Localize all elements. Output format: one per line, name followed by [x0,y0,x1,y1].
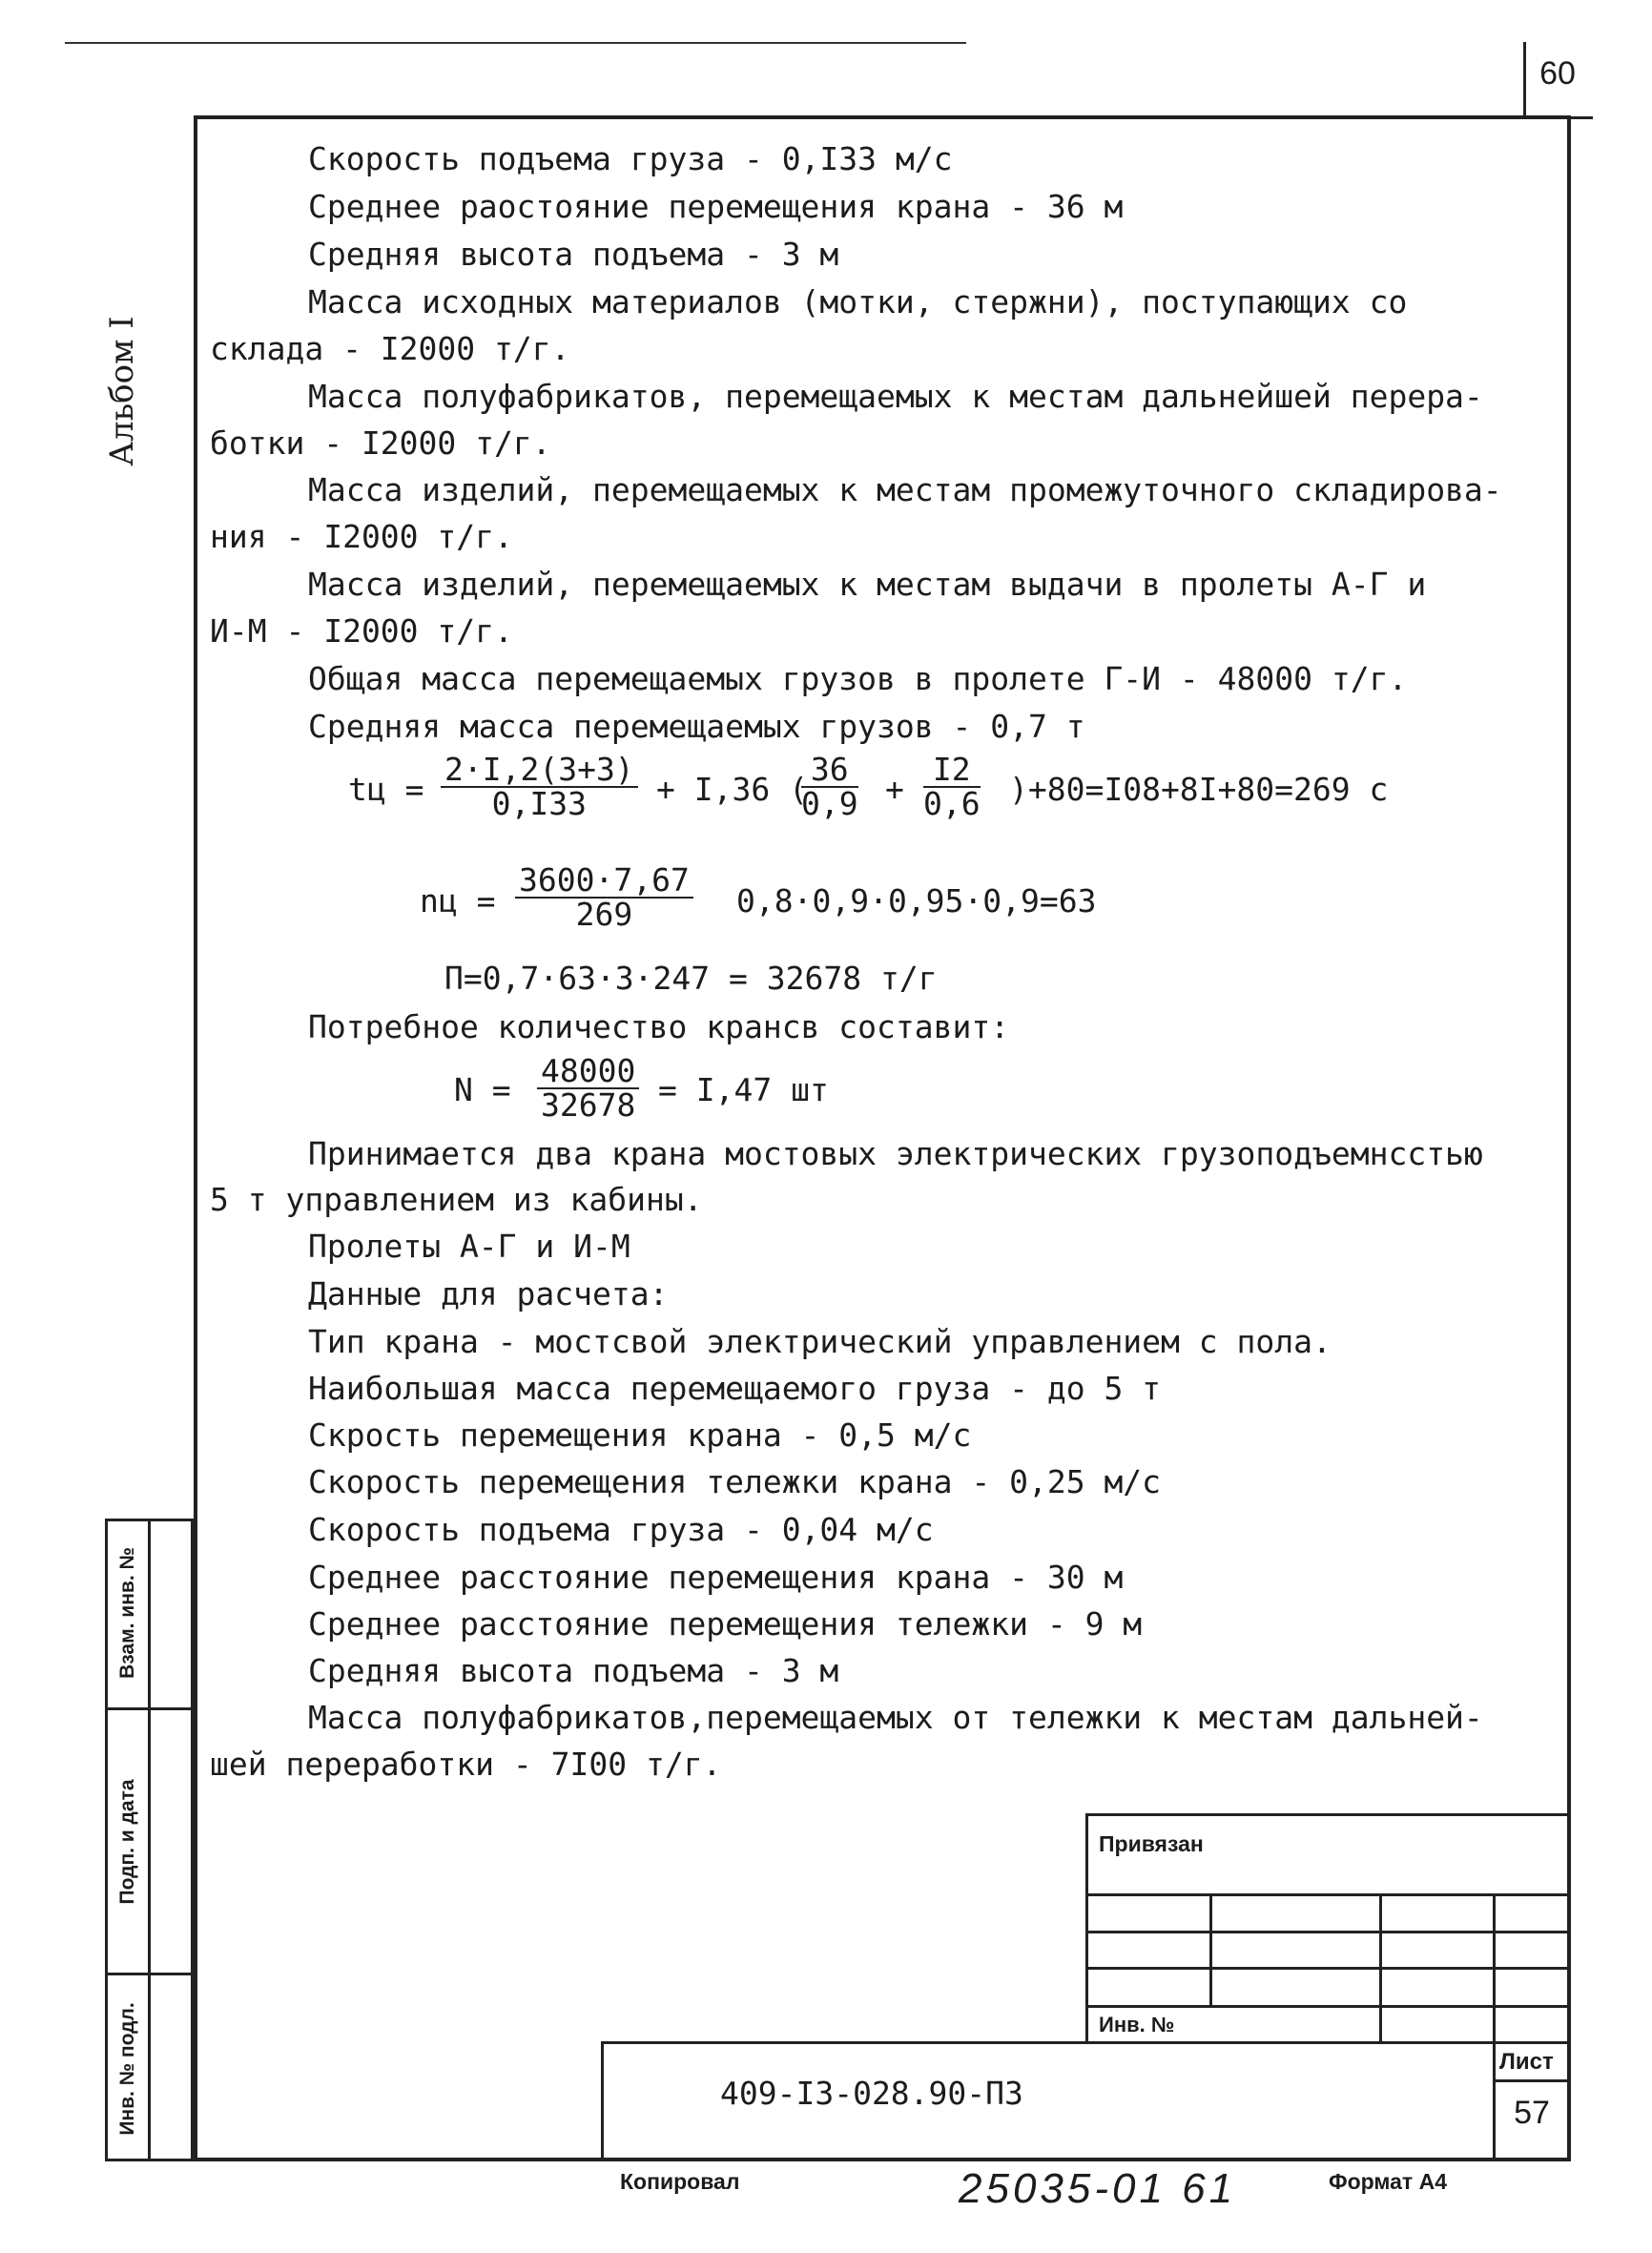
text-line: Масса полуфабрикатов, перемещаемых к местам дальнейшей перера- [308,378,1483,415]
formula-n-fraction: $\frac{48000}{32678}$ [537,1055,639,1122]
grid-line [1085,1967,1571,1970]
text-line: Наибольшая масса перемещаемого груза - до 5 т [308,1370,1162,1407]
text-line: Среднее раостояние перемещения крана - 36 м [308,188,1124,225]
handwritten-archive-number: 25035-01 61 [959,2165,1237,2212]
grid-line [1085,1893,1571,1896]
formula-tc-fraction-1: $\frac{2\cdot I,2(3+3)}{0,I33}$ [441,754,638,820]
album-label: Альбом I [103,316,141,466]
sheet-label: Лист [1499,2049,1554,2075]
page-number: 60 [1539,55,1576,92]
binding-label: Привязан [1099,1831,1204,1856]
text-line: Масса изделий, перемещаемых к местам промежуточного складирова- [308,471,1502,508]
text-line: 5 т управлением из кабины. [210,1181,703,1218]
formula-tc-fraction-2: $\frac{36}{0,9}$ [801,751,858,822]
stamp-label-sign-date: Подп. и дата [116,1778,138,1905]
text-line: Средняя масса перемещаемых грузов - 0,7 т [308,708,1085,745]
sheet-number: 57 [1514,2095,1550,2131]
format-label: Формат А4 [1329,2169,1447,2194]
text-line: Средняя высота подъема - 3 м [308,1652,839,1689]
text-line: Потребное количество крансв составит: [308,1008,1010,1045]
formula-tc-plus: + [885,771,904,808]
grid-line [1379,1893,1382,2044]
text-line: ния - I2000 т/г. [210,518,513,555]
text-line: Средняя высота подъема - 3 м [308,236,839,273]
text-line: Принимается два крана мостовых электрических грузоподъемнсстью [308,1135,1483,1172]
grid-line [1085,2005,1571,2008]
text-line: шей переработки - 7I00 т/г. [210,1746,722,1783]
document-code: 409-I3-028.90-ПЗ [720,2075,1023,2112]
top-rule [65,42,966,44]
formula-nc-fraction: $\frac{3600\cdot 7,67}{269}$ [515,864,693,931]
grid-line [1085,1931,1571,1933]
text-line: Скорость подъема груза - 0,I33 м/с [308,140,953,177]
text-line: Тип крана - мостсвой электрический управлением с пола. [308,1323,1332,1360]
inv-number-label: Инв. № [1099,2013,1175,2036]
text-line: Масса изделий, перемещаемых к местам выдачи в пролеты А-Г и [308,566,1427,603]
formula-tc-fraction-3: $\frac{I2}{0,6}$ [923,751,981,822]
stamp-label-replacement-inv: Взам. инв. № [116,1547,138,1679]
text-line: И-М - I2000 т/г. [210,612,513,650]
stamp-label-original-inv: Инв. № подл. [116,2001,138,2136]
formula-tc-lhs: tц = [348,771,424,808]
text-line: Скорость перемещения тележки крана - 0,25 м/с [308,1463,1162,1500]
copied-by-label: Копировал [620,2169,740,2194]
text-line: Масса исходных материалов (мотки, стержни), поступающих со [308,283,1408,320]
formula-n-result: = I,47 шт [658,1071,829,1108]
formula-tc-result: )+80=I08+8I+80=269 с [1009,771,1389,808]
formula-nc-result: 0,8·0,9·0,95·0,9=63 [736,882,1097,920]
text-line: Пролеты А-Г и И-М [308,1228,630,1265]
grid-line [1493,1893,1496,2044]
text-line: Скорость подъема груза - 0,04 м/с [308,1511,934,1548]
text-line: склада - I2000 т/г. [210,330,570,367]
grid-line [1209,1893,1212,2005]
text-line: Масса полуфабрикатов,перемещаемых от тележки к местам дальней- [308,1699,1483,1736]
grid-line [1493,2079,1571,2082]
text-line: ботки - I2000 т/г. [210,424,551,462]
formula-n-lhs: N = [454,1071,511,1108]
text-line: Данные для расчета: [308,1275,669,1313]
text-line: Скрость перемещения крана - 0,5 м/с [308,1416,972,1454]
text-line: Общая масса перемещаемых грузов в пролете Г-И - 48000 т/г. [308,660,1408,697]
formula-tc-mid: + I,36 ( [656,771,808,808]
formula-nc-lhs: nц = [420,882,496,920]
text-line: Среднее расстояние перемещения тележки - 9 м [308,1605,1143,1643]
formula-productivity: П=0,7·63·3·247 = 32678 т/г [444,960,938,997]
text-line: Среднее расстояние перемещения крана - 30 м [308,1559,1124,1596]
